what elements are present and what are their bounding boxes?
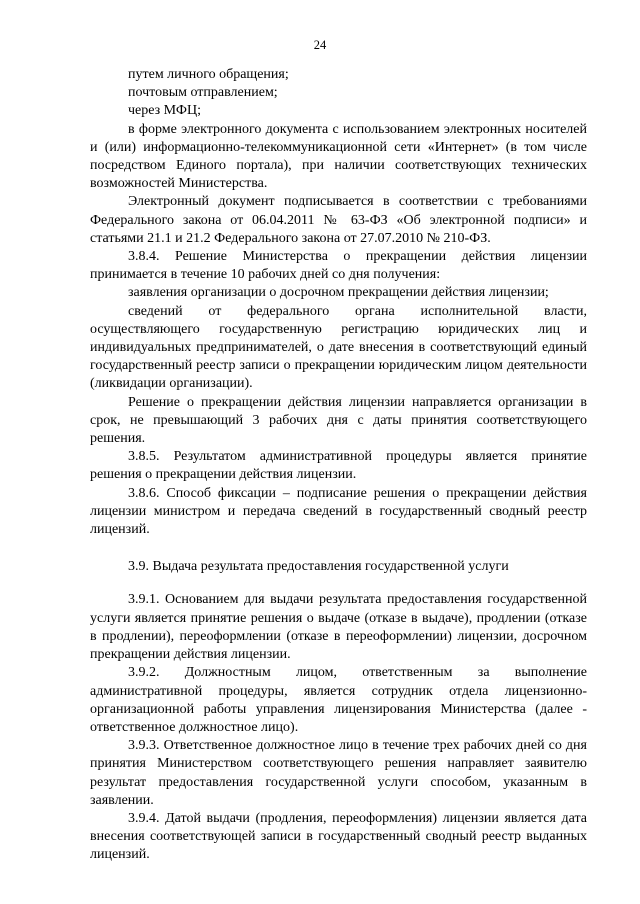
spacer (90, 576, 587, 591)
paragraph: заявления организации о досрочном прекращении действия лицензии; (128, 285, 549, 301)
paragraph: в форме электронного документа с использованием электронных носителей и (или) информационно-телекоммуникационной сети «Интернет» (в том числе посредством Единого портала), при наличии соответствующих технических возможностей Министерства. (90, 121, 587, 192)
paragraph: 3.8.6. Способ фиксации – подписание решения о прекращении действия лицензии министром и передача сведений в государственный сводный реестр лицензий. (90, 485, 587, 538)
paragraph: 3.8.4. Решение Министерства о прекращении действия лицензии принимается в течение 10 рабочих дней со дня получения: (90, 249, 587, 283)
paragraph: Электронный документ подписывается в соответствии с требованиями Федерального закона от 06.04.2011 № 63-ФЗ «Об электронной подписи» и статьями 21.1 и 21.2 Федерального закона от 27.07.2010 № 210-ФЗ. (90, 194, 587, 246)
paragraph: 3.8.5. Результатом административной процедуры является принятие решения о прекращении действия лицензии. (90, 449, 587, 483)
document-body (90, 66, 587, 865)
paragraph: 3.9.3. Ответственное должностное лицо в течение трех рабочих дней со дня принятия Министерством соответствующего решения направляет заявителю результат предоставления государственной услуги способом, указанным в заявлении. (90, 738, 587, 808)
paragraph: почтовым отправлением; (128, 85, 278, 101)
paragraph: 3.9.4. Датой выдачи (продления, переоформления) лицензии является дата внесения соответствующей записи в государственный сводный реестр выданных лицензий. (90, 810, 587, 863)
section-heading: 3.9. Выдача результата предоставления государственной услуги (128, 559, 509, 575)
paragraph: Решение о прекращении действия лицензии направляется организации в срок, не превышающий 3 рабочих дня с даты принятия соответствующего решения. (90, 394, 587, 447)
page-number: 24 (313, 38, 327, 52)
paragraph: 3.9.1. Основанием для выдачи результата предоставления государственной услуги является принятие решения о выдаче (отказе в выдаче), продлении (отказе в продлении), переоформлении (отказе в переоформлении) лицензии, досрочном прекращении действия лицензии. (90, 592, 587, 663)
paragraph: 3.9.2. Должностным лицом, ответственным за выполнение административной процедуры, является сотрудник отдела лицензионно-организационной работы управления лицензирования Министерства (далее - ответственное должностное лицо). (90, 665, 587, 735)
paragraph: путем личного обращения; (128, 67, 289, 82)
paragraph: через МФЦ; (128, 103, 201, 119)
paragraph: сведений от федерального органа исполнительной власти, осуществляющего государственную регистрацию юридических лиц и индивидуальных предпринимателей, о дате внесения в соответствующий единый государственный реестр записи о прекращении юридическим лицом деятельности (ликвидации организации). (90, 303, 587, 392)
spacer (90, 539, 587, 558)
